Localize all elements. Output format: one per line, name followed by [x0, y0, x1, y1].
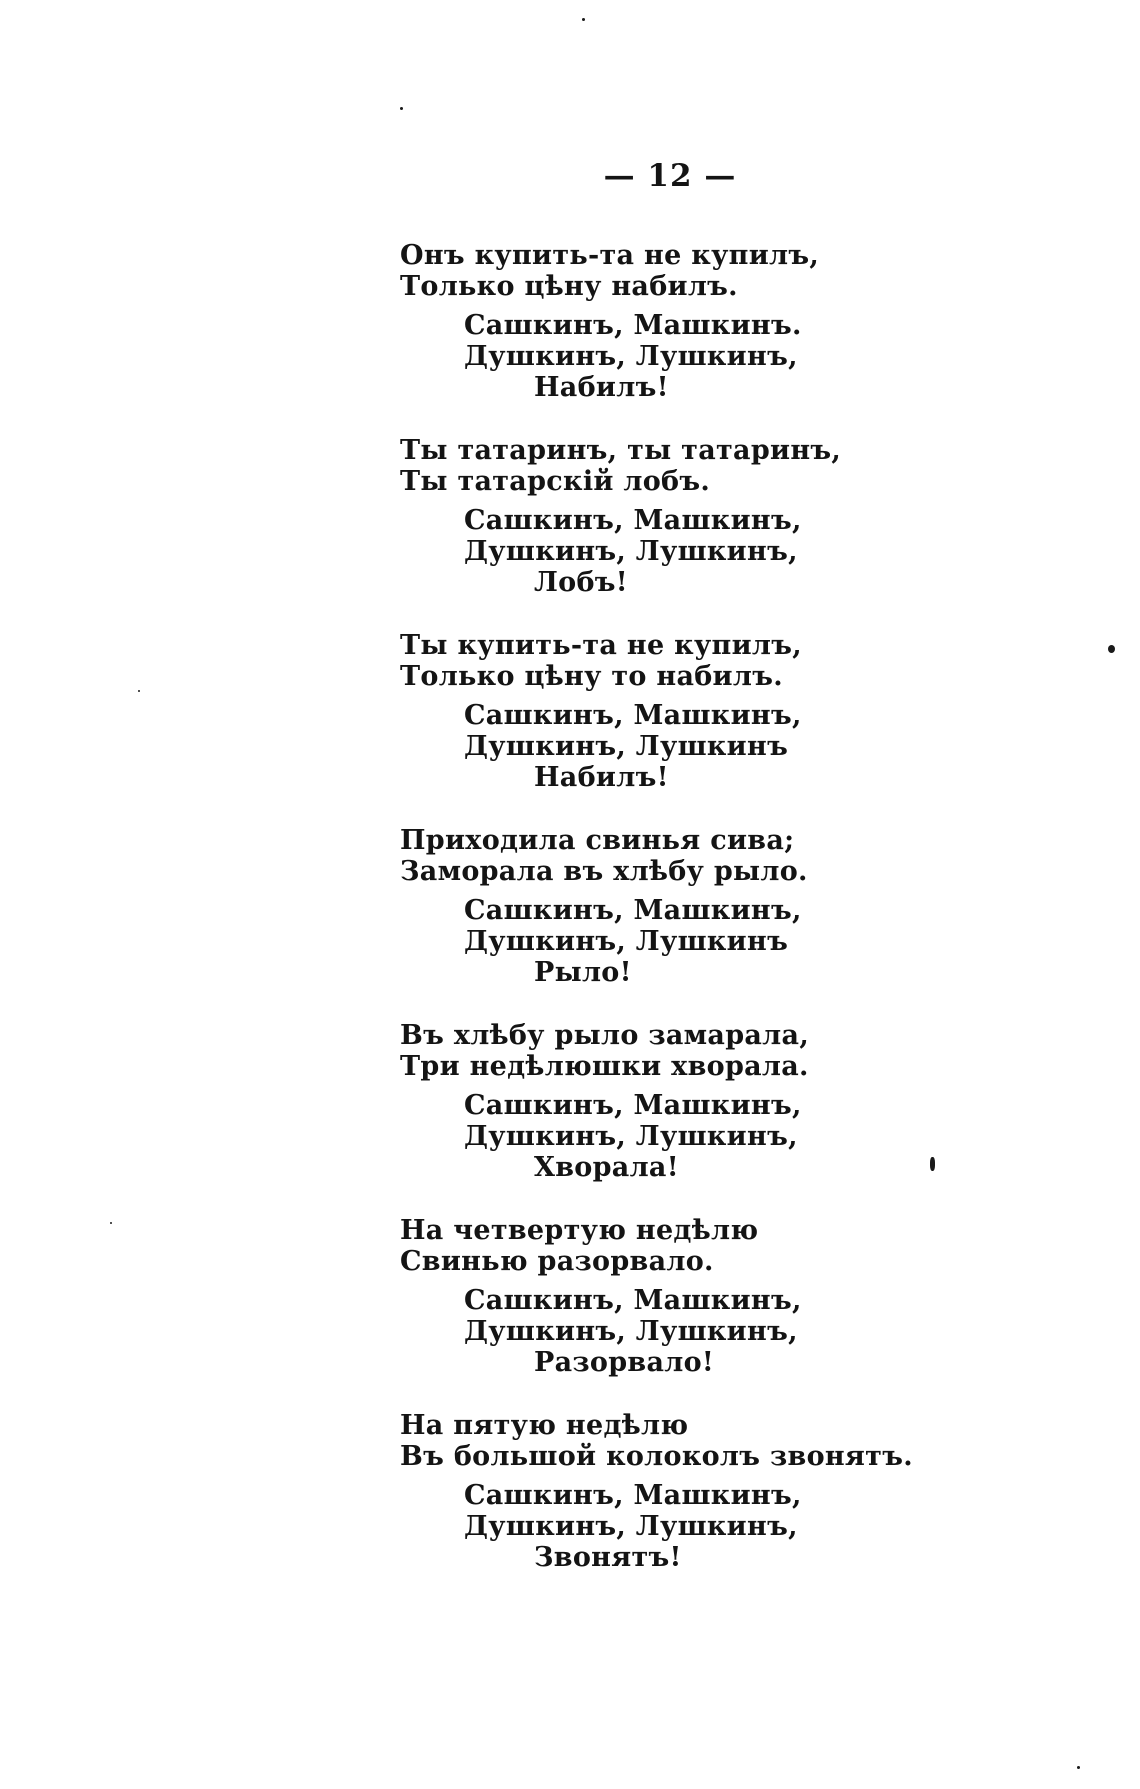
stanza	[400, 240, 920, 403]
refrain-line: Душкинъ, Лушкинъ	[464, 731, 789, 762]
refrain-final-word: Набилъ!	[534, 762, 669, 793]
stanza	[400, 630, 920, 793]
verse-line: Въ хлѣбу рыло замарала,	[400, 1020, 810, 1051]
verse-line: Въ большой колоколъ звонятъ.	[400, 1441, 913, 1472]
refrain-line: Душкинъ, Лушкинъ,	[464, 1511, 798, 1542]
refrain	[400, 895, 920, 988]
scan-speck	[1077, 1766, 1080, 1769]
verse-line: Онъ купить-та не купилъ,	[400, 240, 820, 271]
refrain-line: Сашкинъ, Машкинъ,	[464, 1285, 802, 1316]
refrain-final-word: Хворала!	[534, 1152, 679, 1183]
refrain-line: Душкинъ, Лушкинъ,	[464, 536, 798, 567]
scan-speck	[138, 690, 140, 692]
verse-line: Свинью разорвало.	[400, 1246, 714, 1277]
verse-line: Приходила свинья сива;	[400, 825, 795, 856]
refrain-line: Душкинъ, Лушкинъ	[464, 926, 789, 957]
refrain-line: Душкинъ, Лушкинъ,	[464, 1316, 798, 1347]
verse-line: На пятую недѣлю	[400, 1410, 689, 1441]
refrain	[400, 1480, 920, 1573]
refrain	[400, 1090, 920, 1183]
verse-line: Только цѣну то набилъ.	[400, 661, 783, 692]
stanza	[400, 435, 920, 598]
verse-line: Только цѣну набилъ.	[400, 271, 738, 302]
refrain-line: Сашкинъ, Машкинъ,	[464, 700, 802, 731]
refrain-final-word: Набилъ!	[534, 372, 669, 403]
verse-line: На четвертую недѣлю	[400, 1215, 759, 1246]
verse-line: Три недѣлюшки хворала.	[400, 1051, 809, 1082]
refrain	[400, 310, 920, 403]
refrain-line: Сашкинъ, Машкинъ,	[464, 895, 802, 926]
refrain-line: Душкинъ, Лушкинъ,	[464, 1121, 798, 1152]
verse-line: Заморала въ хлѣбу рыло.	[400, 856, 808, 887]
refrain-line: Сашкинъ, Машкинъ,	[464, 1090, 802, 1121]
verse-line: Ты татаринъ, ты татаринъ,	[400, 435, 842, 466]
stanza	[400, 1410, 920, 1573]
refrain-final-word: Лобъ!	[534, 567, 628, 598]
refrain-line: Душкинъ, Лушкинъ,	[464, 341, 798, 372]
refrain-line: Сашкинъ, Машкинъ.	[464, 310, 802, 341]
stanza	[400, 1020, 920, 1183]
refrain	[400, 700, 920, 793]
refrain-final-word: Звонятъ!	[534, 1542, 682, 1573]
refrain	[400, 1285, 920, 1378]
stanza	[400, 825, 920, 988]
scan-speck	[582, 18, 585, 21]
scan-speck	[110, 1222, 112, 1224]
scan-speck	[400, 107, 403, 110]
refrain-line: Сашкинъ, Машкинъ,	[464, 505, 802, 536]
refrain	[400, 505, 920, 598]
refrain-final-word: Разорвало!	[534, 1347, 715, 1378]
poem-text	[400, 240, 920, 1605]
scan-speck	[1108, 645, 1115, 653]
refrain-final-word: Рыло!	[534, 957, 632, 988]
refrain-line: Сашкинъ, Машкинъ,	[464, 1480, 802, 1511]
page-number: — 12 —	[603, 158, 737, 194]
verse-line: Ты татарскій лобъ.	[400, 466, 711, 497]
scan-speck	[930, 1157, 935, 1171]
stanza	[400, 1215, 920, 1378]
verse-line: Ты купить-та не купилъ,	[400, 630, 802, 661]
